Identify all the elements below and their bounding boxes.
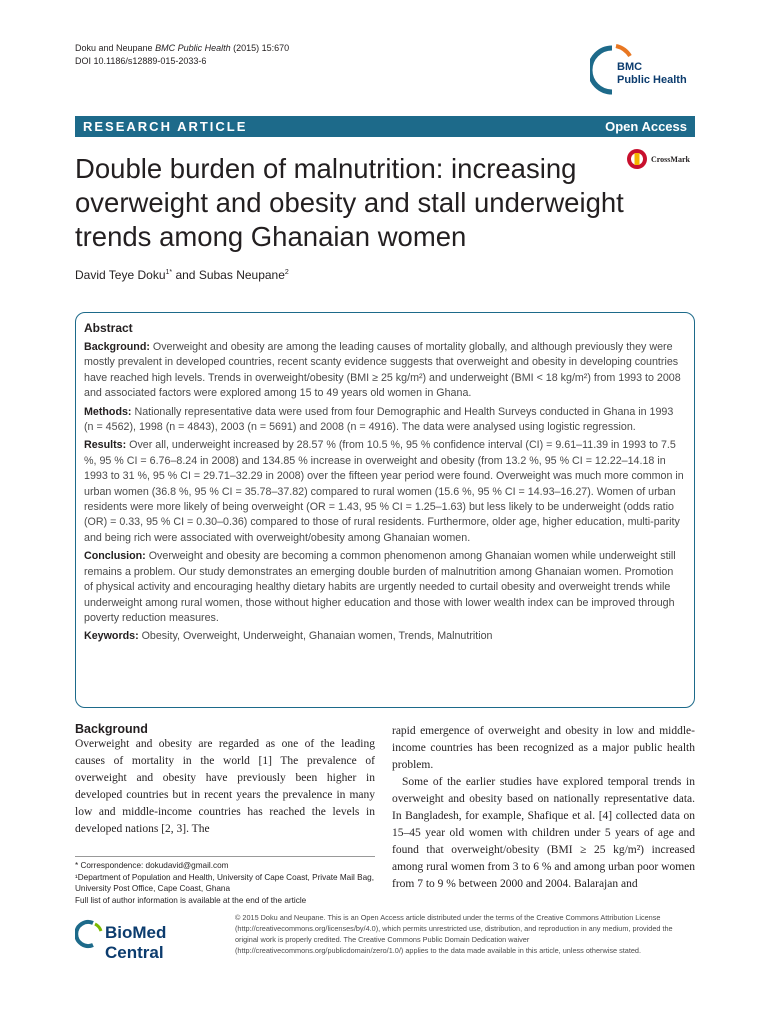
abstract-heading: Abstract bbox=[84, 321, 133, 335]
body-column-right bbox=[392, 722, 695, 893]
bmc-swoosh-icon bbox=[590, 42, 700, 98]
running-header bbox=[75, 42, 289, 68]
abstract-conclusion bbox=[84, 549, 684, 626]
correspondence-note: * Correspondence: dokudavid@gmail.com bbox=[75, 861, 229, 870]
logo-journal-text: Public Health bbox=[617, 74, 687, 86]
body-paragraph: Overweight and obesity are regarded as one of the leading causes of mortality in the world [1] The prevalence of overweight and obesity have previously been higher in developed countries but in recent years the prevalence in many low and middle-income countries has reached the levels in developed nations [2, 3]. The bbox=[75, 738, 375, 835]
abstract-results-text: Over all, underweight increased by 28.57 % (from 10.5 %, 95 % confidence interval (CI) = 9.61–11.39 in 1993 to 7.5 %, 95 % CI = 6.76–8.24 in 2008) and 134.85 % increase in overweight and obesity (from 13.2 %, 95 % CI = 12.22–14.18 in 1993 to 31 %, 95 % CI = 29.71–32.29 in 2008) over the fifteen year period were found. Overweight was much more common in urban women (36.8 %, 95 % CI = 35.78–37.82) compared to rural women (15.6 %, 95 % CI = 14.93–16.27). Women of urban residents were more likely of being overweight (OR = 1.43, 95 % CI = 1.25–1.63) but less likely to be underweight (odds ratio (OR) = 0.33, 95 % CI = 0.30–0.36) compared to those of rural residents. Furthermore, older age, higher education, multi-parity and being rich were associated with overweight/obesity among Ghanaian women. bbox=[84, 439, 684, 544]
section-heading-background: Background bbox=[75, 722, 148, 736]
abstract-box bbox=[75, 312, 695, 708]
body-paragraph: rapid emergence of overweight and obesity in low and middle-income countries has been recognized as a major public health problem. bbox=[392, 725, 695, 771]
abstract-methods-text: Nationally representative data were used from four Demographic and Health Surveys conducted in Ghana in 1993 (n = 4562), 1998 (n = 4843), 2003 (n = 5691) and 2008 (n = 4916). The data were analysed using logistic regression. bbox=[84, 405, 674, 434]
abstract-keywords bbox=[84, 629, 684, 644]
author-2[interactable]: Subas Neupane bbox=[198, 268, 285, 282]
abstract-results-label: Results: bbox=[84, 439, 127, 452]
abstract-methods-label: Methods: bbox=[84, 405, 132, 418]
journal-logo bbox=[590, 42, 700, 98]
logo-bmc-text: BMC bbox=[617, 61, 643, 73]
footnotes bbox=[75, 856, 375, 906]
publisher-name: BioMed Central bbox=[105, 923, 167, 962]
article-title: Double burden of malnutrition: increasing overweight and obesity and stall underweight trends among Ghanaian women bbox=[75, 153, 624, 252]
header-authors: Doku and Neupane bbox=[75, 43, 153, 53]
author-1-affil: 1* bbox=[165, 269, 173, 276]
abstract-results bbox=[84, 438, 684, 546]
crossmark-badge[interactable] bbox=[626, 148, 704, 174]
abstract-methods bbox=[84, 405, 684, 436]
abstract-keywords-label: Keywords: bbox=[84, 630, 139, 643]
header-volume: (2015) 15:670 bbox=[233, 43, 290, 53]
header-journal: BMC Public Health bbox=[155, 43, 231, 53]
header-doi: DOI 10.1186/s12889-015-2033-6 bbox=[75, 56, 207, 66]
abstract-background bbox=[84, 340, 684, 402]
abstract-conclusion-label: Conclusion: bbox=[84, 550, 146, 563]
author-1[interactable]: David Teye Doku bbox=[75, 268, 166, 282]
affiliation-note: ¹Department of Population and Health, University of Cape Coast, Private Mail Bag, University Post Office, Cape Coast, Ghana bbox=[75, 872, 374, 893]
author-list bbox=[75, 268, 289, 282]
abstract-background-label: Background: bbox=[84, 341, 150, 353]
body-column-left bbox=[75, 722, 375, 838]
full-list-note: Full list of author information is available at the end of the article bbox=[75, 895, 307, 905]
license-text: © 2015 Doku and Neupane. This is an Open Access article distributed under the terms of the Creative Commons Attribution License (http://creativecommons.org/licenses/by/4.0), which permits unrestricted use, distribution, and reproduction in any medium, provided the original work is properly credited. The Creative Commons Public Domain Dedication waiver (http://creativecommons.org/publicdomain/zero/1.0/) applies to the data made available in this article, unless otherwise stated. bbox=[235, 913, 673, 955]
author-separator: and bbox=[172, 268, 199, 282]
abstract-keywords-text: Obesity, Overweight, Underweight, Ghanaian women, Trends, Malnutrition bbox=[138, 630, 493, 643]
abstract-conclusion-text: Overweight and obesity are becoming a common phenomenon among Ghanaian women while underweight still remains a problem. Our study demonstrates an emerging double burden of malnutrition among Ghanaian women. Promotion of physical activity and encouraging healthy dietary habits are urgently needed to curtail obesity and overweight trends while underweight among rural women, those without higher education and those with lower wealth index can be improved through poverty reduction measures. bbox=[84, 550, 676, 624]
biomed-central-icon bbox=[75, 919, 103, 949]
crossmark-text: CrossMark bbox=[651, 155, 690, 164]
publisher-logo bbox=[75, 917, 225, 962]
body-paragraph: Some of the earlier studies have explored temporal trends in overweight and obesity based on nationally representative data. In Bangladesh, for example, Shafique et al. [4] collected data on 15–45 year old women with children under 5 years of age and found that overweight/obesity (BMI ≥ 25 kg/m²) increased among rural women from 3 to 6 % and among urban poor women from 7 to 9 % between 2000 and 2004. Balarajan and bbox=[392, 776, 695, 890]
article-type-bar bbox=[75, 116, 695, 137]
author-2-affil: 2 bbox=[284, 269, 289, 276]
abstract-background-text: Overweight and obesity are among the leading causes of mortality globally, and although previously they were mostly prevalent in developed countries, recent scanty evidence suggests that overweight and obesity in developing countries have reached high levels. Trends in overweight/obesity (BMI ≥ 25 kg/m²) and underweight (BMI < 18 kg/m²) from 1993 to 2008 and associated factors were explored among 15 to 49 years old women in Ghana. bbox=[84, 341, 681, 400]
open-access-label: Open Access bbox=[605, 119, 687, 134]
article-type: RESEARCH ARTICLE bbox=[83, 119, 248, 134]
